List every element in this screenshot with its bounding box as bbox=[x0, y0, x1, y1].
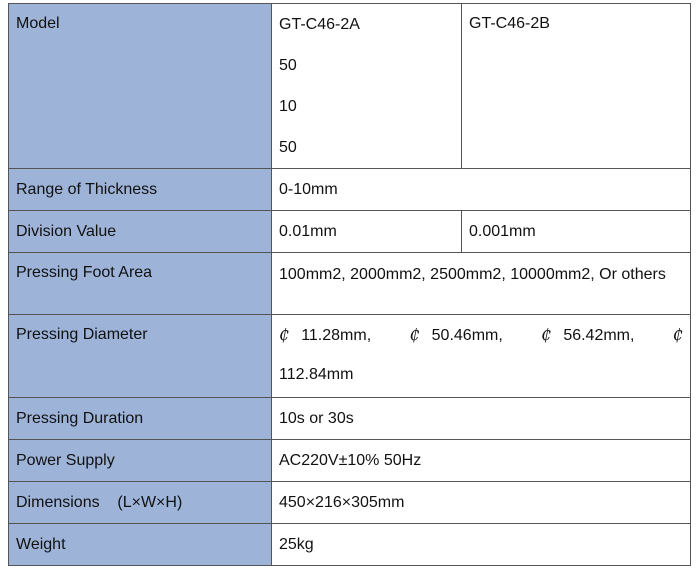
value-division-b: 0.001mm bbox=[462, 211, 691, 253]
diameter-symbol-icon: ₵ bbox=[279, 325, 290, 344]
model-b-cell: GT-C46-2B bbox=[462, 4, 691, 169]
model-a-cell bbox=[272, 4, 462, 169]
spec-table bbox=[8, 3, 691, 566]
label-weight: Weight bbox=[9, 524, 272, 566]
row-weight bbox=[9, 524, 691, 566]
row-foot-area bbox=[9, 253, 691, 315]
row-duration bbox=[9, 398, 691, 440]
row-dimensions bbox=[9, 482, 691, 524]
diameter-symbol-icon: ₵ bbox=[672, 325, 683, 344]
value-division-a: 0.01mm bbox=[272, 211, 462, 253]
value-foot-area: 100mm2, 2000mm2, 2500mm2, 10000mm2, Or others bbox=[272, 253, 691, 315]
row-model bbox=[9, 4, 691, 169]
diameter-symbol-icon: ₵ bbox=[541, 325, 552, 344]
label-diameter: Pressing Diameter bbox=[9, 315, 272, 398]
label-foot-area: Pressing Foot Area bbox=[9, 253, 272, 315]
value-duration: 10s or 30s bbox=[272, 398, 691, 440]
diameter-value-1-text: 11.28mm, bbox=[301, 327, 372, 344]
diameter-last-value: 112.84mm bbox=[279, 366, 354, 383]
value-power: AC220V±10% 50Hz bbox=[272, 440, 691, 482]
label-division: Division Value bbox=[9, 211, 272, 253]
diameter-value-2 bbox=[409, 315, 502, 355]
label-power: Power Supply bbox=[9, 440, 272, 482]
diameter-value-3-text: 56.42mm, bbox=[563, 327, 635, 344]
diameter-value-2-text: 50.46mm, bbox=[431, 327, 503, 344]
value-diameter bbox=[272, 315, 691, 398]
value-weight: 25kg bbox=[272, 524, 691, 566]
value-dimensions: 450×216×305mm bbox=[272, 482, 691, 524]
value-thickness: 0-10mm bbox=[272, 169, 691, 211]
diameter-values-line bbox=[279, 315, 683, 355]
label-model: Model bbox=[9, 4, 272, 169]
row-thickness bbox=[9, 169, 691, 211]
diameter-value-3 bbox=[541, 315, 634, 355]
row-power bbox=[9, 440, 691, 482]
diameter-value-1 bbox=[279, 315, 371, 355]
label-thickness: Range of Thickness bbox=[9, 169, 272, 211]
model-a-value-2: 10 bbox=[279, 98, 297, 115]
diameter-symbol-icon: ₵ bbox=[409, 325, 420, 344]
model-a-name: GT-C46-2A bbox=[279, 16, 360, 33]
row-diameter bbox=[9, 315, 691, 398]
label-duration: Pressing Duration bbox=[9, 398, 272, 440]
label-dimensions: Dimensions (L×W×H) bbox=[9, 482, 272, 524]
model-a-value-3: 50 bbox=[279, 139, 297, 156]
row-division bbox=[9, 211, 691, 253]
model-a-value-1: 50 bbox=[279, 57, 297, 74]
